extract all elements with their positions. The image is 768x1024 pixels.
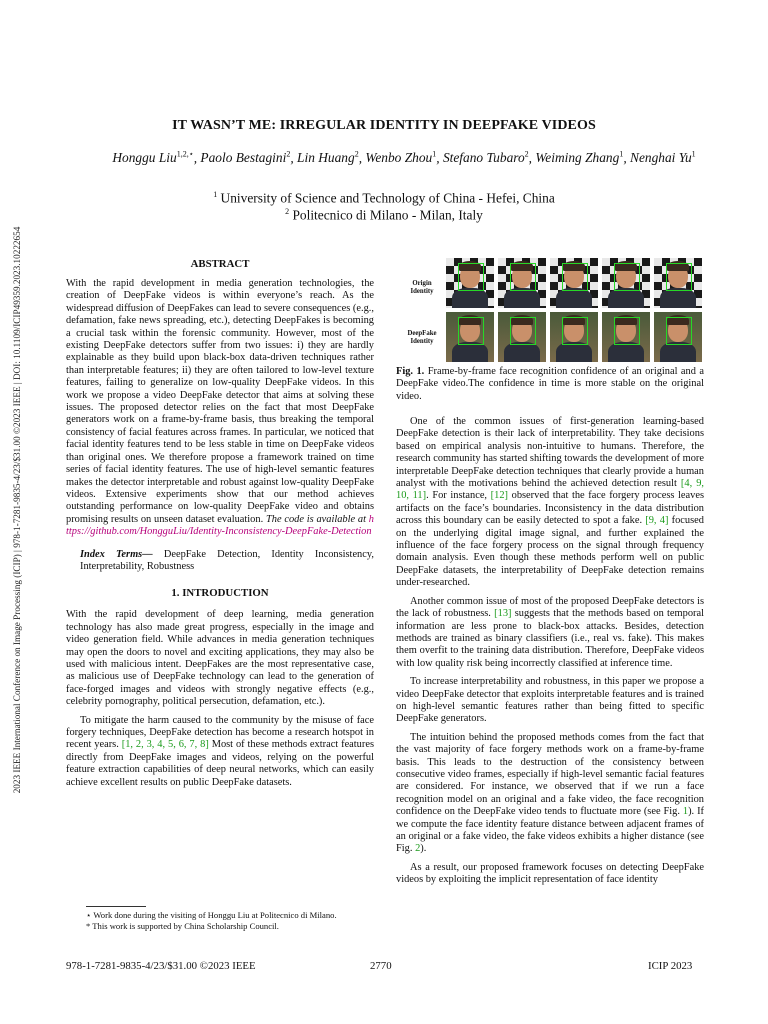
intro-heading: 1. INTRODUCTION — [171, 587, 269, 600]
video-frame-thumbnail — [498, 258, 546, 308]
citation-group-2[interactable]: [12] — [490, 490, 508, 502]
footnote-2: * This work is supported by China Scholarship Council. — [86, 921, 279, 931]
figure-ref-2[interactable]: 2 — [415, 843, 421, 855]
video-frame-thumbnail — [446, 312, 494, 362]
video-frame-thumbnail — [654, 258, 702, 308]
right-column — [396, 416, 704, 893]
intro-body — [66, 609, 374, 789]
figure-ref-1[interactable]: 1 — [682, 806, 689, 818]
affiliation-1: $^1$ University of Science and Technology of China - Hefei, China — [213, 190, 555, 206]
affiliation-2: $^2$ Politecnico di Milano - Milan, Italy — [285, 207, 483, 223]
right-paragraph-3: To increase interpretability and robustness, in this paper we propose a video DeepFake detector that exploits interpretable features and is trained on high-level semantic features rather than being fitted to specific DeepFake generators. — [396, 676, 704, 725]
video-frame-thumbnail — [550, 312, 598, 362]
ieee-sidebar — [12, 190, 22, 830]
author-6: Weiming Zhang$^1$ — [535, 150, 624, 166]
intro-paragraph-2: To mitigate the harm caused to the community by the misuse of face forgery techniques, DeepFake detection has become a research hotspot in recent years. [1, 2, 3, 4, 5, 6, 7, 8] Most of these methods extract features directly from DeepFake images and videos, relying on the powerful feature extraction capabilities of deep neural networks, which can easily achieve excellent results on public DeepFake datasets. — [66, 714, 374, 788]
footer-copyright: 978-1-7281-9835-4/23/$31.00 ©2023 IEEE — [66, 960, 256, 972]
footnote-rule — [86, 906, 146, 907]
author-1: Honggu Liu$^{1,2,⋆}$ — [112, 150, 194, 166]
caption-label: Fig. 1. — [396, 366, 425, 377]
footer-venue: ICIP 2023 — [648, 960, 693, 972]
right-paragraph-4: The intuition behind the proposed methods comes from the fact that the vast majority of face forgery methods work on a frame-by-frame basis. This leads to the destruction of the consistency between consecutive video frames, especially if high-level semantic facial features are considered. For instance, we observed that if we run a face recognition model on an original and a fake video, the face recognition confidence on the DeepFake video tends to fluctuate more (see Fig. 1). If we compute the face identity feature distance between adjacent frames of an original or a fake video, the fake videos exhibits a higher distance (see Fig. 2). — [396, 731, 704, 855]
video-frame-thumbnail — [446, 258, 494, 308]
video-frame-thumbnail — [602, 312, 650, 362]
index-terms-text: DeepFake Detection, Identity Inconsistency, Interpretability, Robustness — [80, 548, 374, 572]
footnote-1: ⋆ Work done during the visiting of Honggu Liu at Politecnico di Milano. — [86, 910, 337, 920]
author-4: Wenbo Zhou$^1$ — [365, 150, 437, 166]
code-link[interactable]: https://github.com/HongguLiu/Identity-Inconsistency-DeepFake-Detection — [66, 513, 374, 538]
right-paragraph-5: As a result, our proposed framework focuses on detecting DeepFake videos by exploiting the implicit representation of face identity — [396, 861, 704, 886]
abstract-body — [66, 278, 374, 539]
citation-group-3[interactable]: [9, 4] — [645, 515, 669, 527]
figure-caption — [396, 366, 704, 403]
right-paragraph-2: Another common issue of most of the proposed DeepFake detectors is the lack of robustness. [13] suggests that the methods based on temporal information are less prone to black-box attacks. Besides, detection methods are trained as binary classifiers (i.e., real vs. fake). This makes them overfit to the training data distribution. Therefore, DeepFake videos with low quality risk being incorrectly classified at inference time. — [396, 595, 704, 669]
code-prefix: The code is available at — [265, 513, 366, 525]
citation-group-1[interactable]: [4, 9, 10, 11] — [396, 478, 704, 502]
caption-text: Frame-by-frame face recognition confidence of an original and a DeepFake video.The confidence in time is more stable on the original video. — [396, 366, 704, 402]
right-paragraph-1: One of the common issues of first-generation learning-based DeepFake detection is their lack of interpretability. They take decisions based on empirical analysis non-intuitive to humans. Therefore, the research community has started shifting towards the development of more interpretable DeepFake detection techniques that clearly provide a human analyst with the motivations behind the achieved detection result [4, 9, 10, 11]. For instance, [12] observed that the face forgery process leaves artifacts on the face’s boundaries. Inconsistency in the data distribution across this boundary can be easily detected to spot a fake. [9, 4] focused on the underlying digital image signal, and further explained the influence of the face forgery process on the signal through frequency domain analysis. Even though these methods perform well on public DeepFake datasets, the interpretability of DeepFake detection remains under-researched. — [396, 416, 704, 589]
paper-title: IT WASN’T ME: IRREGULAR IDENTITY IN DEEPFAKE VIDEOS — [172, 118, 596, 133]
author-3: Lin Huang$^2$ — [297, 150, 359, 166]
row-label-origin: Origin Identity — [410, 280, 434, 295]
abstract-heading: ABSTRACT — [190, 258, 250, 270]
video-frame-thumbnail — [498, 312, 546, 362]
frame-grid — [446, 258, 702, 364]
author-2: Paolo Bestagini$^2$ — [200, 150, 291, 166]
footer-page-number: 2770 — [370, 960, 392, 972]
intro-paragraph-1: With the rapid development of deep learning, media generation technology has also made great progress, especially in the image and video generation field. While advances in media generation techniques may open the doors to novel and exciting applications, they may also be used with malicious intent. DeepFakes are the most representative case, as malicious use of DeepFake technology can lead to the generation of face-forged images and videos with strongly negative effects (e.g., celebrity pornography, political persecution, defamation, etc.). — [66, 609, 374, 708]
figure-1 — [402, 258, 704, 368]
index-terms-label: Index Terms— — [80, 548, 153, 560]
citation-group-4[interactable]: [13] — [494, 608, 512, 620]
index-terms — [66, 549, 374, 574]
abstract-text: With the rapid development in media generation technologies, the creation of DeepFake videos is within everyone’s reach. As the widespread diffusion of DeepFakes can lead to severe consequences (e.g., defamation, fake news spreading, etc.), detecting DeepFakes is becoming a crucial task within the forensic community. However, most of the existing DeepFake detectors suffer from two issues: i) they are hardly explainable as they build upon black-box data-driven techniques rather than interpretable features; ii) they are often tailored to low-level texture features, failing to generalize on low-quality DeepFake videos. In this work we propose a video DeepFake detector that aims at solving these issues. The proposed detector relies on the fact that most DeepFake generators work on a frame-by-frame basis, thus breaking the temporal consistency of facial features across frames. In particular, we noticed that facial identity features tend to be less stable in time on DeepFake videos than original ones. We therefore propose a framework trained on time series of facial identity features. The use of high-level semantic features makes the detector interpretable and robust against low-quality DeepFake videos. Extensive experiments show that our method achieves outstanding performance on low-quality DeepFake video and obtains promising results on unseen dataset evaluation. — [66, 278, 374, 525]
citation-list[interactable]: [1, 2, 3, 4, 5, 6, 7, 8] — [121, 739, 209, 751]
video-frame-thumbnail — [602, 258, 650, 308]
video-frame-thumbnail — [654, 312, 702, 362]
author-7: Nenghai Yu$^1$ — [630, 150, 696, 166]
footnotes — [86, 910, 376, 932]
video-frame-thumbnail — [550, 258, 598, 308]
row-label-deepfake: DeepFake Identity — [407, 330, 437, 345]
sidebar-text: 2023 IEEE International Conference on Image Processing (ICIP) | 978-1-7281-9835-4/23/$31.00 ©2023 IEEE | DOI: 10.1109/ICIP49359.2023.10222654 — [12, 226, 22, 794]
left-column — [66, 258, 374, 795]
author-5: Stefano Tubaro$^2$ — [442, 150, 529, 166]
author-list: Honggu Liu$^{1,2,⋆}$, Paolo Bestagini$^2$, Lin Huang$^2$, Wenbo Zhou$^1$, Stefano Tubaro$^2$, Weiming Zhang$^1$, Nenghai Yu$^1$ — [112, 150, 696, 166]
